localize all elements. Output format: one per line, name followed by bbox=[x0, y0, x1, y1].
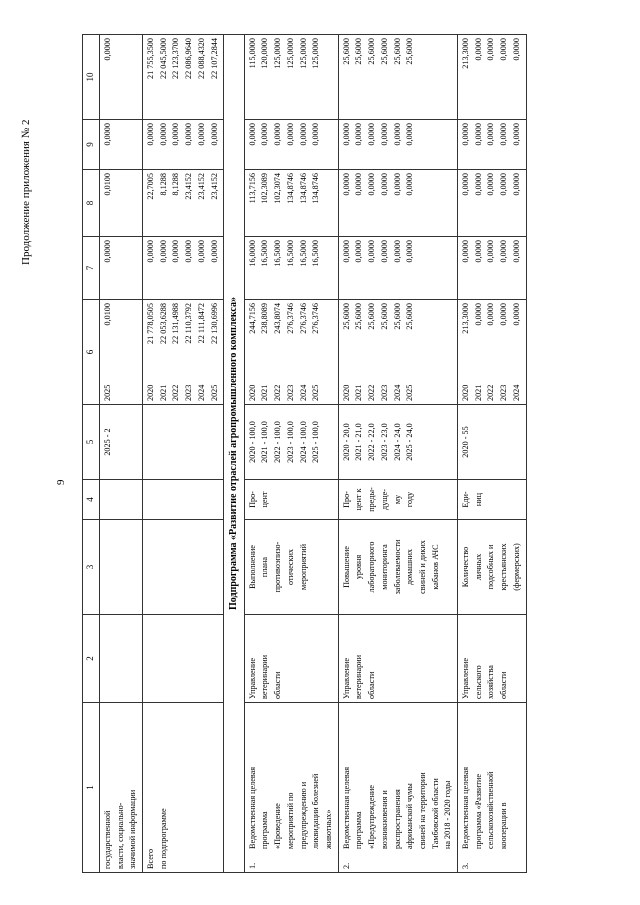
text-line: 0,0000 bbox=[473, 173, 483, 196]
text-line: 0,0000 bbox=[171, 240, 181, 263]
text-line: уровня bbox=[354, 554, 364, 580]
program-name bbox=[247, 706, 336, 849]
text-line: области bbox=[367, 671, 377, 699]
text-line: 2024 bbox=[298, 384, 308, 401]
cell-values bbox=[338, 170, 457, 237]
text-line: сельскохозяйственной bbox=[486, 771, 496, 849]
cell-unit bbox=[244, 480, 338, 520]
col-header: 3 bbox=[83, 520, 100, 615]
page-number: 9 bbox=[55, 479, 67, 485]
cell-values bbox=[458, 237, 527, 300]
cell-values bbox=[244, 170, 338, 237]
text-line: 0,0000 bbox=[379, 240, 389, 263]
cell-years bbox=[145, 385, 221, 401]
text-line: 102,3074 bbox=[273, 173, 283, 204]
text-line: Ведомственная целевая bbox=[461, 766, 471, 849]
text-line: 2025 - 100,0 bbox=[311, 421, 321, 463]
text-line: 0,0000 bbox=[311, 123, 321, 146]
text-line: ниц bbox=[473, 492, 483, 507]
text-line: 2022 - 22,0 bbox=[367, 423, 377, 461]
text-line: 0,0000 bbox=[196, 240, 206, 263]
text-line: 2022 bbox=[273, 384, 283, 401]
text-line: 0,0000 bbox=[405, 173, 415, 196]
text-line: 22 123,3700 bbox=[171, 38, 181, 79]
cell-name bbox=[458, 703, 527, 873]
text-line: 0,0000 bbox=[473, 303, 483, 326]
cell-year-value bbox=[338, 300, 457, 405]
text-line: цент bbox=[260, 491, 270, 508]
program-name bbox=[341, 706, 455, 849]
cell-name bbox=[99, 703, 142, 873]
text-line: 22 131,4988 bbox=[171, 303, 181, 344]
text-line: 0,0000 bbox=[473, 123, 483, 146]
text-line: 21 778,0505 bbox=[146, 303, 156, 344]
text-line: 25,6000 bbox=[392, 38, 402, 65]
text-line: 0,0000 bbox=[184, 123, 194, 146]
column-number-row bbox=[83, 35, 100, 873]
text-line: 0,0000 bbox=[511, 240, 521, 263]
text-line: 0,0000 bbox=[341, 173, 351, 196]
text-line: ветеринарии bbox=[354, 654, 364, 699]
text-line: 2020 bbox=[146, 384, 156, 401]
text-line: 2023 - 23,0 bbox=[379, 423, 389, 461]
total-row bbox=[143, 35, 224, 873]
text-line: 0,0000 bbox=[209, 123, 219, 146]
text-line: 23,4152 bbox=[209, 173, 219, 200]
text-line: 16,5000 bbox=[311, 240, 321, 267]
text-line: 2020 bbox=[461, 384, 471, 401]
text-line: 2023 bbox=[285, 384, 295, 401]
text-line: 2025 bbox=[405, 384, 415, 401]
text-line: 0,0000 bbox=[511, 123, 521, 146]
cell-executor bbox=[338, 615, 457, 703]
text-line: 22 130,6996 bbox=[209, 303, 219, 344]
cell-values bbox=[244, 120, 338, 170]
program-row bbox=[458, 35, 527, 873]
text-line: 120,0000 bbox=[260, 38, 270, 69]
cell-executor bbox=[244, 615, 338, 703]
text-line: программа bbox=[354, 811, 364, 849]
text-line: 0,0000 bbox=[260, 123, 270, 146]
text-line: Про- bbox=[341, 491, 351, 508]
text-line: программа bbox=[260, 811, 270, 849]
text-line: области bbox=[499, 671, 509, 699]
text-line: Управление bbox=[341, 657, 351, 699]
cell-values bbox=[244, 237, 338, 300]
text-line: 2022 - 100,0 bbox=[273, 421, 283, 463]
cell-values bbox=[143, 237, 224, 300]
text-line: 2020 bbox=[341, 384, 351, 401]
col-header: 2 bbox=[83, 615, 100, 703]
text-line: 23,4152 bbox=[184, 173, 194, 200]
text-line: цент к bbox=[354, 488, 364, 511]
cell-year-value bbox=[458, 300, 527, 405]
text-line: африканской чумы bbox=[405, 783, 415, 849]
text-line: 16,5000 bbox=[260, 240, 270, 267]
text-line: 0,0000 bbox=[461, 240, 471, 263]
text-line: 22 053,6288 bbox=[158, 303, 168, 344]
text-line: 16,5000 bbox=[273, 240, 283, 267]
text-line: хозяйства bbox=[486, 665, 496, 699]
text-line: 25,6000 bbox=[354, 303, 364, 330]
text-line: мероприятий bbox=[298, 544, 308, 590]
cell-years bbox=[341, 385, 417, 401]
text-line: Количество bbox=[461, 546, 471, 588]
text-line: «Проведение bbox=[273, 803, 283, 849]
text-line: 0,0000 bbox=[184, 240, 194, 263]
cell-values bbox=[143, 170, 224, 237]
text-line: 0,0000 bbox=[341, 240, 351, 263]
text-line: му bbox=[392, 494, 402, 505]
cell-years bbox=[247, 385, 323, 401]
cell-value: 0,0100 bbox=[99, 170, 142, 237]
cell-value: 0,0000 bbox=[99, 35, 142, 120]
text-line: 102,3089 bbox=[260, 173, 270, 204]
text-line: 213,3000 bbox=[461, 38, 471, 69]
text-line: 125,0000 bbox=[273, 38, 283, 69]
text-line: 25,6000 bbox=[405, 303, 415, 330]
text-line: 2021 bbox=[354, 384, 364, 401]
text-line: 0,0000 bbox=[354, 240, 364, 263]
text-line: государственной bbox=[102, 810, 112, 869]
text-line: 0,0000 bbox=[146, 240, 156, 263]
text-line: 21 755,3500 bbox=[146, 38, 156, 79]
text-line: 25,6000 bbox=[379, 303, 389, 330]
cell-year-value bbox=[244, 300, 338, 405]
cell-values bbox=[458, 35, 527, 120]
text-line: 0,0000 bbox=[499, 303, 509, 326]
text-line: 2023 bbox=[184, 384, 194, 401]
text-line: области bbox=[273, 671, 283, 699]
text-line: 2020 bbox=[247, 384, 257, 401]
col-header: 6 bbox=[83, 300, 100, 405]
row-number: 1. bbox=[247, 862, 257, 869]
text-line: лабораторного bbox=[367, 541, 377, 593]
text-line: 2023 - 100,0 bbox=[285, 421, 295, 463]
cell-values bbox=[338, 120, 457, 170]
text-line: подсобных и bbox=[486, 544, 496, 590]
text-line: 25,6000 bbox=[367, 303, 377, 330]
program-table bbox=[82, 34, 527, 873]
cell-name bbox=[338, 703, 457, 873]
text-line: значимой информации bbox=[128, 789, 138, 869]
text-line: (фермерских) bbox=[511, 543, 521, 591]
cell-indicator bbox=[244, 520, 338, 615]
text-line: дуще- bbox=[379, 489, 389, 510]
text-line: 0,0000 bbox=[405, 123, 415, 146]
col-header: 1 bbox=[83, 703, 100, 873]
text-line: отических bbox=[285, 549, 295, 585]
text-line: мониторинга bbox=[379, 544, 389, 590]
text-line: Тамбовской области bbox=[430, 778, 440, 849]
text-line: преды- bbox=[367, 487, 377, 512]
cell-indicator bbox=[338, 520, 457, 615]
cell-values bbox=[143, 35, 224, 120]
text-line: 213,3000 bbox=[461, 303, 471, 334]
text-line: 0,0000 bbox=[298, 123, 308, 146]
col-header: 5 bbox=[83, 405, 100, 480]
text-line: на 2018 - 2020 годы bbox=[443, 780, 453, 849]
text-line: 0,0000 bbox=[511, 303, 521, 326]
text-line: 115,0000 bbox=[247, 38, 257, 69]
text-line: мероприятий по bbox=[285, 792, 295, 849]
text-line: 16,5000 bbox=[298, 240, 308, 267]
cell-values bbox=[458, 120, 527, 170]
text-line: Повышение bbox=[341, 546, 351, 588]
text-line: 0,0000 bbox=[273, 123, 283, 146]
text-line: 2022 bbox=[486, 384, 496, 401]
text-line: 2024 bbox=[511, 384, 521, 401]
cell-name bbox=[244, 703, 338, 873]
text-line: 276,3746 bbox=[285, 303, 295, 334]
text-line: 0,0000 bbox=[354, 123, 364, 146]
text-line: 0,0000 bbox=[461, 173, 471, 196]
cell-value: 0,0100 bbox=[102, 303, 112, 326]
text-line: 113,7156 bbox=[247, 173, 257, 204]
text-line: 8,1288 bbox=[158, 173, 168, 196]
text-line: Выполнение bbox=[247, 545, 257, 589]
subprogram-row bbox=[224, 35, 245, 873]
text-line: плана bbox=[260, 556, 270, 578]
text-line: 0,0000 bbox=[499, 173, 509, 196]
text-line: крестьянских bbox=[499, 543, 509, 591]
text-line: 23,4152 bbox=[196, 173, 206, 200]
text-line: противоэпизо- bbox=[273, 541, 283, 593]
text-line: домашних bbox=[405, 548, 415, 586]
text-line: 0,0000 bbox=[405, 240, 415, 263]
text-line: 2023 bbox=[379, 384, 389, 401]
cell-target: 2025 - 2 bbox=[99, 405, 142, 480]
text-line: Управление bbox=[247, 657, 257, 699]
text-line: 0,0000 bbox=[196, 123, 206, 146]
text-line: 0,0000 bbox=[354, 173, 364, 196]
text-line: власти, социально- bbox=[115, 802, 125, 869]
text-line: Ведомственная целевая bbox=[247, 766, 257, 849]
text-line: 2024 bbox=[196, 384, 206, 401]
cell-unit bbox=[338, 480, 457, 520]
text-line: свиней на территории bbox=[417, 772, 427, 849]
text-line: 25,6000 bbox=[341, 38, 351, 65]
text-line: 0,0000 bbox=[499, 123, 509, 146]
text-line: 134,8746 bbox=[285, 173, 295, 204]
cell-values bbox=[338, 237, 457, 300]
text-line: распространения bbox=[392, 789, 402, 849]
cell-year-value bbox=[143, 300, 224, 405]
text-line: 0,0000 bbox=[473, 240, 483, 263]
text-line: 0,0000 bbox=[341, 123, 351, 146]
text-line: 0,0000 bbox=[158, 123, 168, 146]
text-line: 0,0000 bbox=[486, 38, 496, 61]
text-line: 0,0000 bbox=[367, 173, 377, 196]
text-line: 125,0000 bbox=[285, 38, 295, 69]
text-line: 16,5000 bbox=[285, 240, 295, 267]
row-number: 2. bbox=[341, 862, 351, 869]
text-line: 0,0000 bbox=[379, 173, 389, 196]
text-line: 0,0000 bbox=[367, 123, 377, 146]
text-line: 22 107,2844 bbox=[209, 38, 219, 79]
continuation-row bbox=[99, 35, 142, 873]
text-line: 0,0000 bbox=[379, 123, 389, 146]
text-line: 8,1288 bbox=[171, 173, 181, 196]
text-line: животных» bbox=[323, 809, 333, 849]
cell-years bbox=[460, 385, 524, 401]
text-line: 2020 - 55 bbox=[461, 426, 471, 458]
text-line: 0,0000 bbox=[486, 303, 496, 326]
text-line: возникновения и bbox=[379, 790, 389, 849]
text-line: 2022 bbox=[171, 384, 181, 401]
text-line: 0,0000 bbox=[486, 240, 496, 263]
text-line: 22,7005 bbox=[146, 173, 156, 200]
text-line: 0,0000 bbox=[486, 173, 496, 196]
text-line: 2020 - 100,0 bbox=[247, 421, 257, 463]
text-line: 0,0000 bbox=[511, 173, 521, 196]
col-header: 4 bbox=[83, 480, 100, 520]
text-line: 0,0000 bbox=[146, 123, 156, 146]
text-line: 0,0000 bbox=[285, 123, 295, 146]
text-line: по подпрограмме bbox=[158, 808, 168, 869]
text-line: 2023 bbox=[499, 384, 509, 401]
text-line: 2021 - 21,0 bbox=[354, 423, 364, 461]
text-line: 2025 - 24,0 bbox=[405, 423, 415, 461]
text-line: 22 086,9640 bbox=[184, 38, 194, 79]
text-line: 16,0000 bbox=[247, 240, 257, 267]
cell-unit bbox=[458, 480, 527, 520]
text-line: 25,6000 bbox=[354, 38, 364, 65]
program-row bbox=[244, 35, 338, 873]
text-line: 2024 - 100,0 bbox=[298, 421, 308, 463]
text-line: году bbox=[405, 491, 415, 508]
text-line: 276,3746 bbox=[311, 303, 321, 334]
appendix-caption: Продолжение приложения № 2 bbox=[20, 119, 32, 265]
text-line: Про- bbox=[247, 491, 257, 508]
text-line: 243,8074 bbox=[273, 303, 283, 334]
text-line: 0,0000 bbox=[367, 240, 377, 263]
text-line: Всего bbox=[146, 848, 156, 869]
cell-year-value bbox=[99, 300, 142, 405]
text-line: 25,6000 bbox=[341, 303, 351, 330]
text-line: «Предупреждение bbox=[367, 785, 377, 849]
col-header: 9 bbox=[83, 120, 100, 170]
text-line: 2024 - 24,0 bbox=[392, 423, 402, 461]
text-line: 22 045,5000 bbox=[158, 38, 168, 79]
text-line: 2022 bbox=[367, 384, 377, 401]
text-line: 2021 bbox=[473, 384, 483, 401]
text-line: 0,0000 bbox=[461, 123, 471, 146]
total-label bbox=[143, 703, 224, 873]
cell-values bbox=[244, 35, 338, 120]
text-line: 25,6000 bbox=[367, 38, 377, 65]
text-line: 2025 bbox=[311, 384, 321, 401]
text-line: 2020 - 20,0 bbox=[341, 423, 351, 461]
cell-target bbox=[338, 405, 457, 480]
text-line: 276,3746 bbox=[298, 303, 308, 334]
text-line: предупреждению и bbox=[298, 781, 308, 849]
text-line: 0,0000 bbox=[511, 38, 521, 61]
text-line: 2021 bbox=[158, 384, 168, 401]
text-line: 2021 - 100,0 bbox=[260, 421, 270, 463]
col-header: 7 bbox=[83, 237, 100, 300]
text-line: 2024 bbox=[392, 384, 402, 401]
text-line: 125,0000 bbox=[311, 38, 321, 69]
text-line: 0,0000 bbox=[392, 123, 402, 146]
cell-indicator bbox=[458, 520, 527, 615]
text-line: 0,0000 bbox=[473, 38, 483, 61]
text-line: 0,0000 bbox=[499, 38, 509, 61]
text-line: 22 111,8472 bbox=[196, 303, 206, 344]
cell-executor bbox=[458, 615, 527, 703]
text-line: 0,0000 bbox=[209, 240, 219, 263]
text-line: 25,6000 bbox=[392, 303, 402, 330]
text-line: ветеринарии bbox=[260, 654, 270, 699]
text-line: 0,0000 bbox=[392, 173, 402, 196]
text-line: 0,0000 bbox=[499, 240, 509, 263]
text-line: 2021 bbox=[260, 384, 270, 401]
text-line: 125,0000 bbox=[298, 38, 308, 69]
text-line: 25,6000 bbox=[405, 38, 415, 65]
text-line: Управление bbox=[461, 657, 471, 699]
col-header: 8 bbox=[83, 170, 100, 237]
text-line: кабанов АЧС bbox=[430, 544, 440, 590]
cell-values bbox=[458, 170, 527, 237]
text-line: 238,8089 bbox=[260, 303, 270, 334]
program-name bbox=[460, 706, 511, 849]
text-line: 22 110,3792 bbox=[184, 303, 194, 344]
subprogram-title: Подпрограмма «Развитие отраслей агропромышленного комплекса» bbox=[224, 35, 245, 873]
cell-year: 2025 bbox=[102, 384, 112, 401]
text-line: ликвидации болезней bbox=[311, 773, 321, 849]
cell-target bbox=[458, 405, 527, 480]
text-line: программа «Развитие bbox=[473, 774, 483, 849]
text-line: 0,0000 bbox=[247, 123, 257, 146]
cell-target bbox=[244, 405, 338, 480]
text-line: 134,8746 bbox=[311, 173, 321, 204]
text-line: 22 088,4320 bbox=[196, 38, 206, 79]
text-line: кооперации в bbox=[499, 802, 509, 849]
program-row bbox=[338, 35, 457, 873]
row-number: 3. bbox=[461, 862, 471, 869]
text-line: 25,6000 bbox=[379, 38, 389, 65]
text-line: 134,8746 bbox=[298, 173, 308, 204]
text-line: заболеваемости bbox=[392, 539, 402, 595]
text-line: 2025 bbox=[209, 384, 219, 401]
text-line: 0,0000 bbox=[158, 240, 168, 263]
text-line: Еди- bbox=[461, 491, 471, 508]
text-line: личных bbox=[473, 553, 483, 581]
cell-value: 0,0000 bbox=[99, 120, 142, 170]
text-line: свиней и диких bbox=[417, 540, 427, 594]
text-line: сельского bbox=[473, 665, 483, 699]
text-line: Ведомственная целевая bbox=[341, 766, 351, 849]
text-line: 0,0000 bbox=[171, 123, 181, 146]
cell-value: 0,0000 bbox=[99, 237, 142, 300]
text-line: 244,7156 bbox=[247, 303, 257, 334]
cell-values bbox=[143, 120, 224, 170]
text-line: 0,0000 bbox=[486, 123, 496, 146]
text-line: 0,0000 bbox=[392, 240, 402, 263]
col-header: 10 bbox=[83, 35, 100, 120]
cell-values bbox=[338, 35, 457, 120]
